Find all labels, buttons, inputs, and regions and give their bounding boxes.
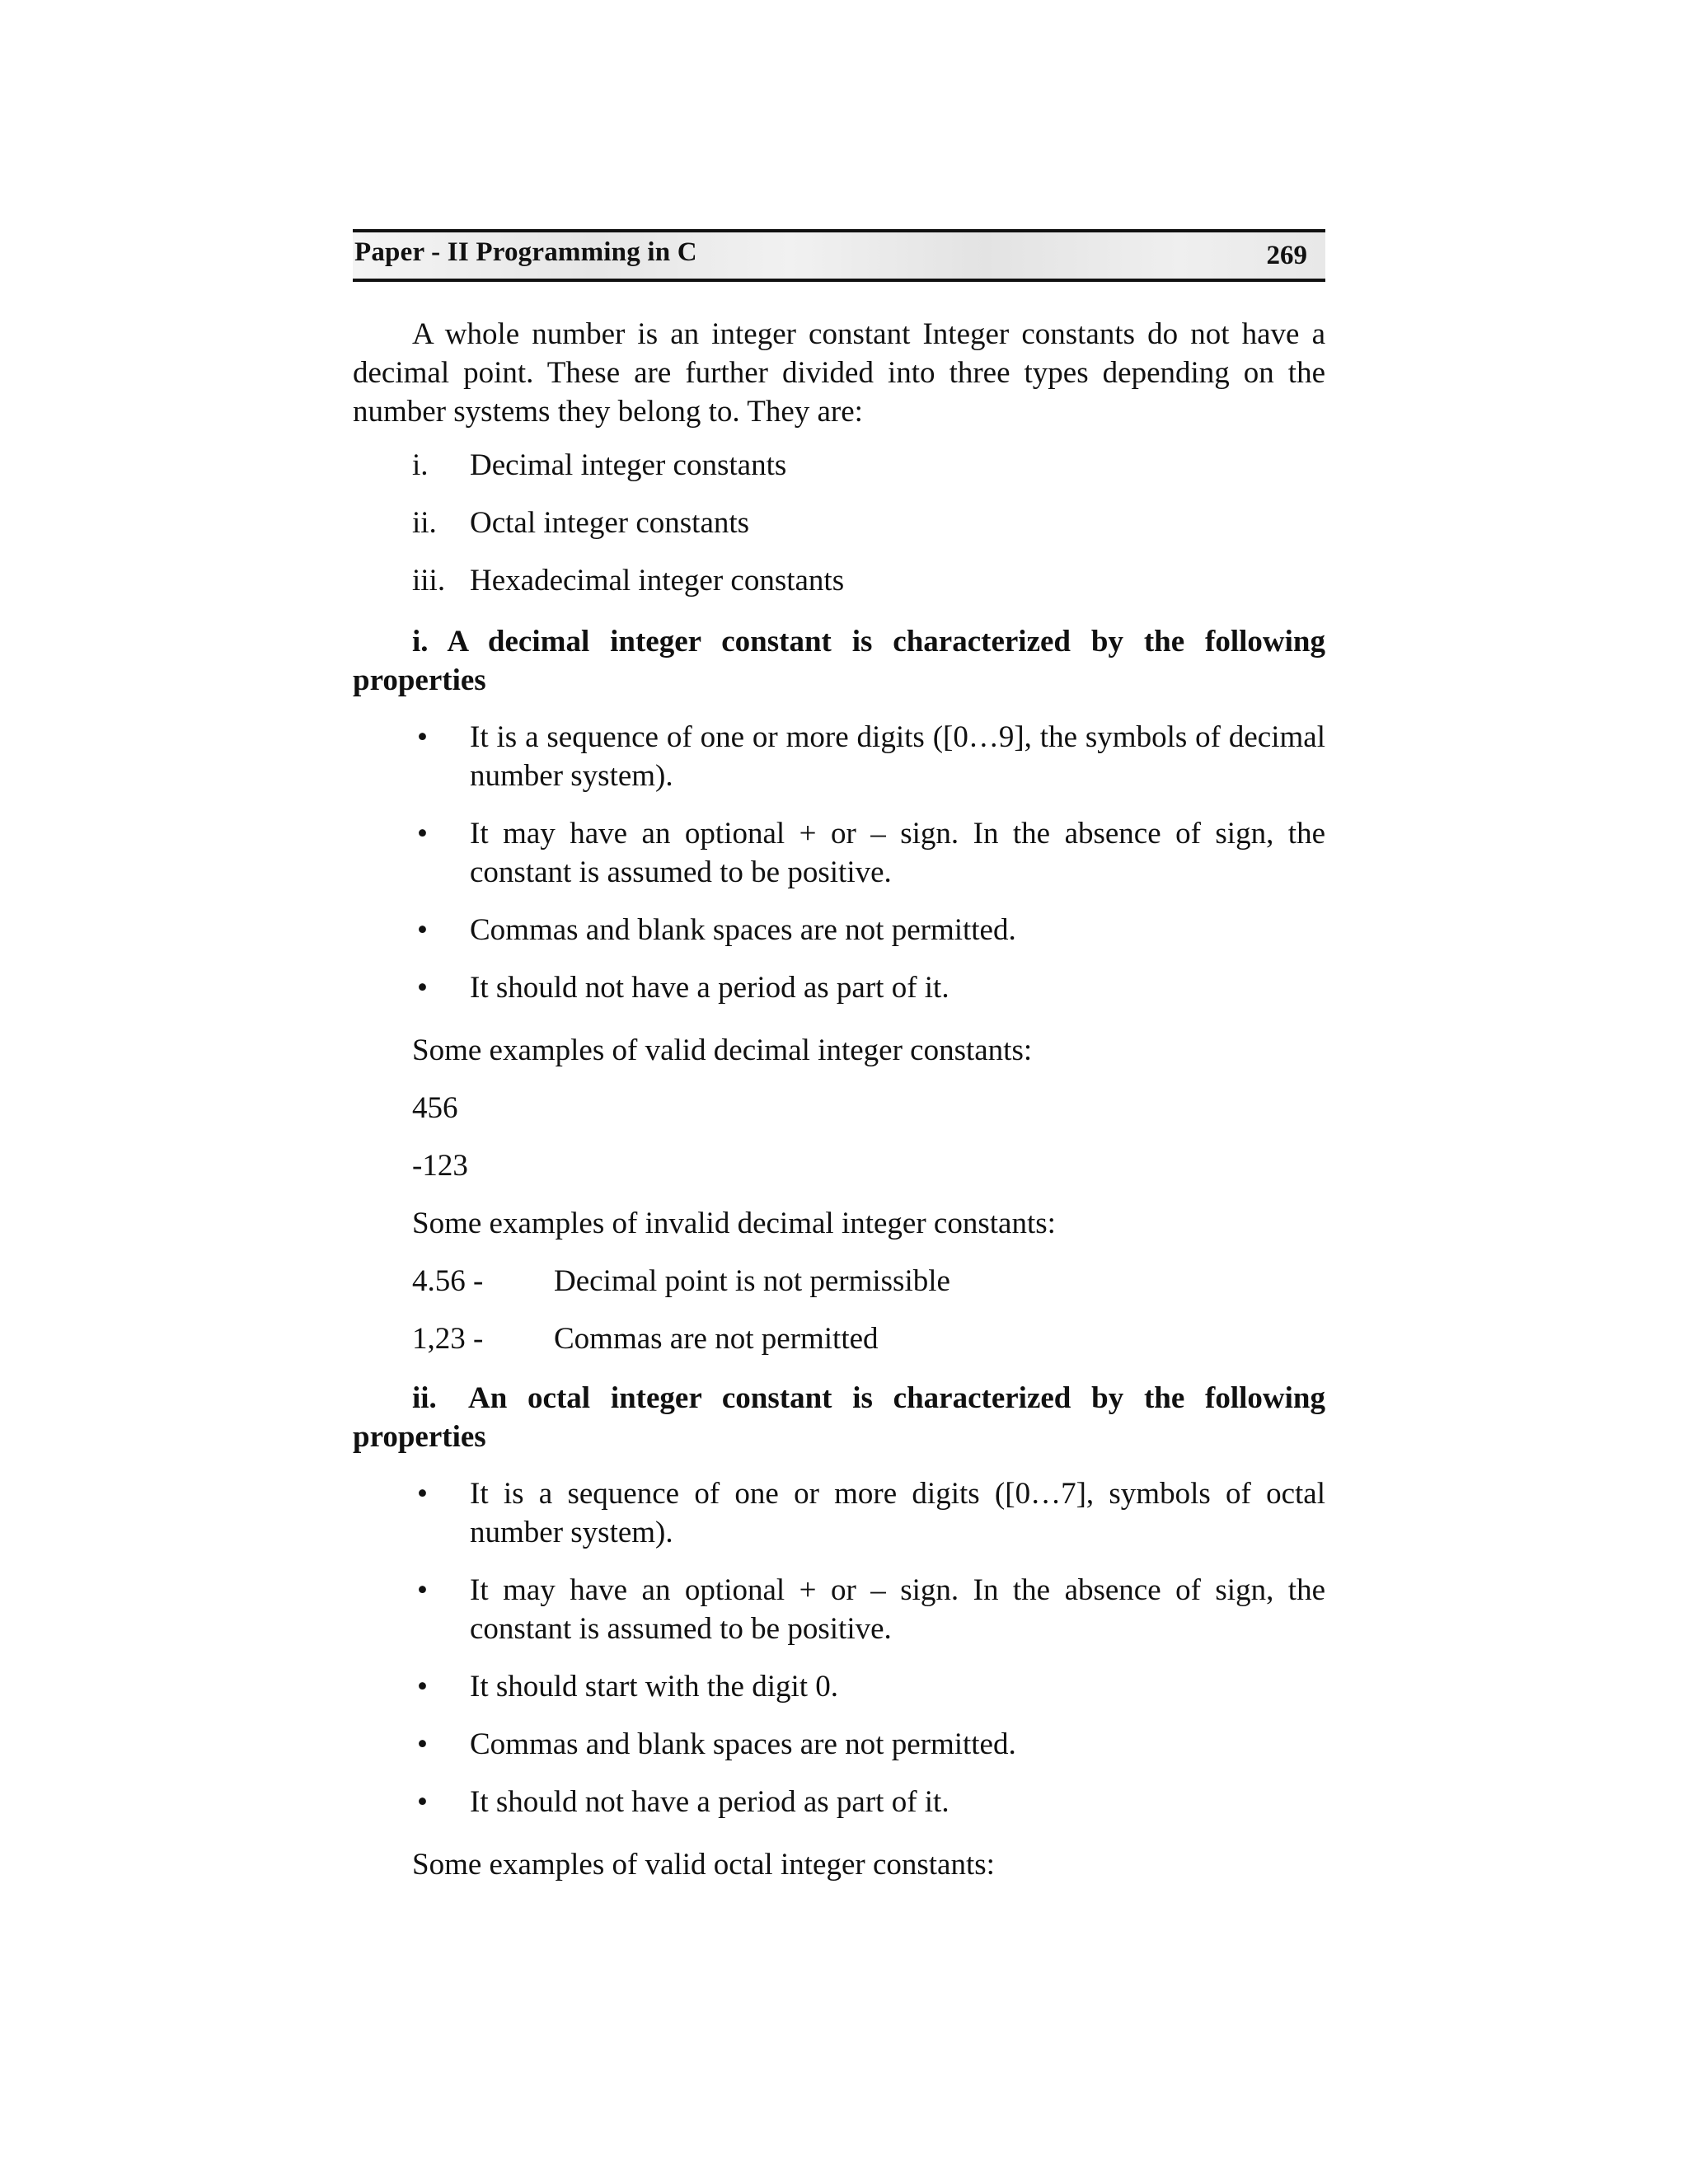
header-title: Paper - II Programming in C <box>354 237 697 267</box>
list-item-text: Commas and blank spaces are not permitted. <box>470 1727 1016 1761</box>
list-item <box>353 1667 1325 1706</box>
list-marker: iii. <box>412 564 446 598</box>
list-item-text: It should not have a period as part of it. <box>470 971 950 1005</box>
decimal-properties-list <box>353 718 1325 1007</box>
octal-heading-marker: ii. <box>412 1381 437 1415</box>
bullet-icon: • <box>417 1785 428 1819</box>
list-item <box>353 718 1325 795</box>
bullet-icon: • <box>417 971 428 1005</box>
list-item <box>353 814 1325 892</box>
list-item <box>353 1783 1325 1821</box>
list-item <box>353 1725 1325 1764</box>
list-item <box>353 500 1325 558</box>
valid-example: 456 <box>412 1091 458 1125</box>
valid-decimal-label: Some examples of valid decimal integer constants: <box>412 1033 1033 1067</box>
list-item-text: It should start with the digit 0. <box>470 1670 839 1704</box>
page <box>353 229 1325 1898</box>
invalid-example <box>353 1257 1325 1315</box>
types-list <box>353 443 1325 616</box>
list-marker: i. <box>412 448 429 482</box>
bullet-icon: • <box>417 817 428 851</box>
page-number: 269 <box>1266 241 1307 270</box>
invalid-decimal-label: Some examples of invalid decimal integer constants: <box>412 1207 1056 1240</box>
list-item-text: It should not have a period as part of it. <box>470 1785 950 1819</box>
list-item <box>353 911 1325 949</box>
invalid-example-reason: Decimal point is not permissible <box>554 1264 950 1298</box>
bullet-icon: • <box>417 1477 428 1511</box>
bullet-icon: • <box>417 1727 428 1761</box>
bullet-icon: • <box>417 720 428 754</box>
intro-paragraph: A whole number is an integer constant Integer constants do not have a decimal point. These are further divided into three types depending on the number systems they belong to. They are: <box>353 317 1325 429</box>
valid-octal-label: Some examples of valid octal integer constants: <box>412 1848 995 1882</box>
invalid-example <box>353 1315 1325 1372</box>
invalid-example-value: 1,23 - <box>412 1322 484 1356</box>
list-item <box>353 1474 1325 1552</box>
list-marker: ii. <box>412 506 437 540</box>
decimal-heading: i. A decimal integer constant is characterized by the following properties <box>353 625 1325 697</box>
octal-heading-text: An octal integer constant is characterized by the following properties <box>353 1381 1325 1454</box>
list-item-text: It is a sequence of one or more digits ([0…9], the symbols of decimal number system). <box>470 720 1325 793</box>
bullet-icon: • <box>417 1670 428 1704</box>
list-item-text: Octal integer constants <box>470 506 750 540</box>
list-item-text: Hexadecimal integer constants <box>470 564 845 598</box>
invalid-example-reason: Commas are not permitted <box>554 1322 879 1356</box>
invalid-example-value: 4.56 - <box>412 1264 484 1298</box>
valid-example: -123 <box>412 1149 468 1183</box>
list-item <box>353 443 1325 500</box>
octal-heading <box>353 1379 1325 1456</box>
page-body <box>353 315 1325 1898</box>
list-item-text: It is a sequence of one or more digits ([0…7], symbols of octal number system). <box>470 1477 1325 1549</box>
list-item-text: It may have an optional + or – sign. In the absence of sign, the constant is assumed to be positive. <box>470 1573 1325 1646</box>
list-item-text: Commas and blank spaces are not permitted. <box>470 913 1016 947</box>
list-item-text: Decimal integer constants <box>470 448 787 482</box>
list-item-text: It may have an optional + or – sign. In the absence of sign, the constant is assumed to be positive. <box>470 817 1325 889</box>
bullet-icon: • <box>417 913 428 947</box>
list-item <box>353 1571 1325 1648</box>
list-item <box>353 968 1325 1007</box>
octal-properties-list <box>353 1474 1325 1821</box>
bullet-icon: • <box>417 1573 428 1607</box>
running-header <box>353 229 1325 282</box>
list-item <box>353 558 1325 616</box>
